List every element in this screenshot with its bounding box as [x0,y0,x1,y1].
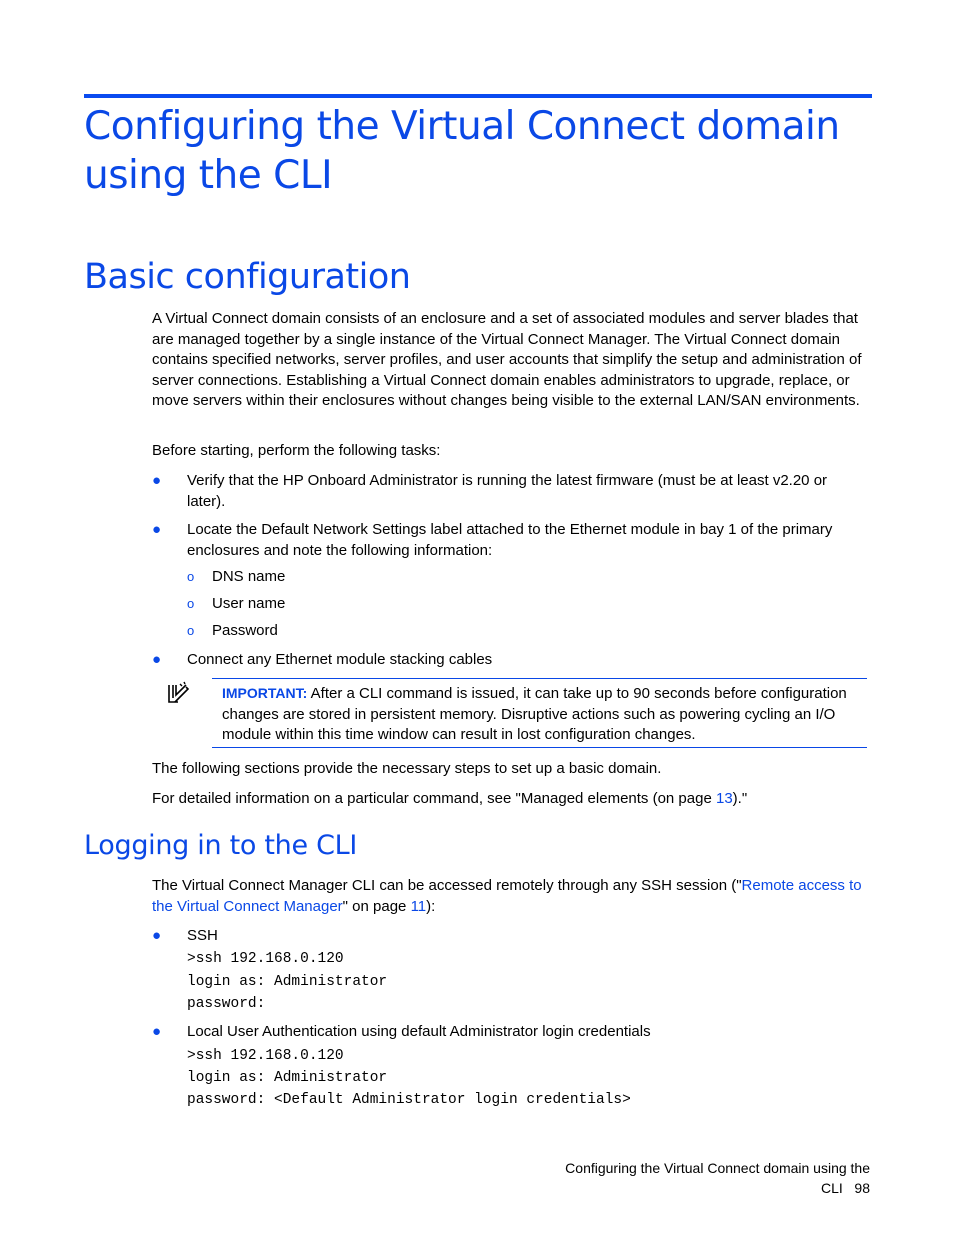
code-line: >ssh 192.168.0.120 [187,1048,344,1064]
note-body [222,683,862,746]
before-starting-text: Before starting, perform the following tasks: [152,442,441,459]
intro-text: A Virtual Connect domain consists of an enclosure and a set of associated modules and server blades that are managed together by a single instance of the Virtual Connect Manager. The Virtual Connect domain contains specified networks, server profiles, and user accounts that simplify the setup and administration of server connections. Establishing a Virtual Connect domain enables administrators to upgrade, replace, or move servers within their enclosures without changes being visible to the external LAN/SAN environments. [152,310,862,410]
code-line: login as: Administrator [187,1070,388,1086]
page-footer [514,1158,870,1198]
bullet-icon: ● [152,651,162,668]
circle-bullet-icon: o [187,596,195,611]
login-intro-suffix: ): [426,897,436,915]
detailed-info-suffix: )." [732,790,748,807]
subsection-title: Logging in to the CLI [84,830,358,861]
important-icon [166,681,190,705]
remote-access-link[interactable]: Remote access to the Virtual Connect Manager [152,877,862,915]
bullet-icon: ● [152,521,162,538]
login-method-label: SSH [187,927,218,944]
circle-bullet-icon: o [187,569,195,584]
login-intro-paragraph [152,876,874,917]
login-method-label: Local User Authentication using default Administrator login credentials [187,1023,651,1040]
sub-item-text: User name [212,595,286,612]
note-text: After a CLI command is issued, it can take up to 90 seconds before configuration changes are stored in persistent memory. Disruptive actions such as powering cycling an I/O module within this time window can result in lost configuration changes. [222,685,847,744]
bullet-icon: ● [152,927,162,944]
sub-item-text: DNS name [212,568,286,585]
chapter-title: Configuring the Virtual Connect domain using the CLI [84,104,840,198]
important-note [212,678,867,748]
login-intro-prefix: The Virtual Connect Manager CLI can be accessed remotely through any SSH session (" [152,877,742,894]
login-intro-middle: " on page [342,897,411,915]
code-line: password: [187,996,266,1012]
bullet-icon: ● [152,472,162,489]
footer-page-number: 98 [854,1180,870,1196]
code-line: >ssh 192.168.0.120 [187,951,344,967]
chapter-top-rule [84,94,872,98]
sub-item-text: Password [212,622,278,639]
detailed-info-paragraph [152,789,874,810]
bullet-icon: ● [152,1023,162,1040]
section-title: Basic configuration [84,257,411,297]
intro-paragraph [152,309,874,412]
note-label: IMPORTANT: [222,685,308,701]
task-text: Verify that the HP Onboard Administrator is running the latest firmware (must be at least v2.20 or later). [187,472,828,510]
task-text: Connect any Ethernet module stacking cables [187,651,493,668]
page-link-13[interactable]: 13 [715,790,733,807]
detailed-info-prefix: For detailed information on a particular command, see "Managed elements (on page [152,790,716,807]
circle-bullet-icon: o [187,623,195,638]
code-line: password: <Default Administrator login credentials> [187,1092,631,1108]
page-link-11[interactable]: 11 [410,897,427,915]
code-line: login as: Administrator [187,974,388,990]
following-sections-text: The following sections provide the necessary steps to set up a basic domain. [152,760,662,777]
task-text: Locate the Default Network Settings label attached to the Ethernet module in bay 1 of the primary enclosures and note the following information: [187,521,833,559]
footer-text: Configuring the Virtual Connect domain using the CLI [565,1160,870,1196]
